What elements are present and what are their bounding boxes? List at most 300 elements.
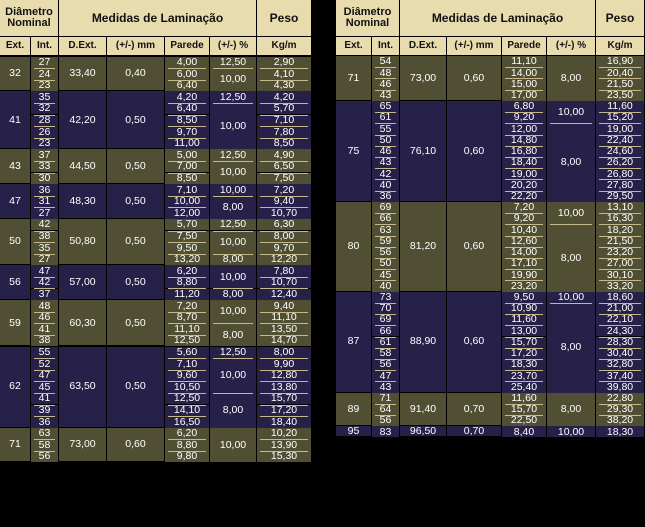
kgm-cell: 12,40 bbox=[257, 289, 311, 301]
row-divider bbox=[505, 123, 543, 124]
ext-diameter-cell: 87 bbox=[336, 292, 371, 392]
row-divider bbox=[168, 207, 206, 208]
kgm-cell: 21,00 bbox=[596, 303, 644, 314]
parede-cell: 12,00 bbox=[502, 123, 546, 134]
row-divider bbox=[505, 348, 543, 349]
ext-diameter-cell: 89 bbox=[336, 393, 371, 426]
row-divider bbox=[599, 404, 641, 405]
row-divider bbox=[213, 231, 253, 232]
parede-cell: 11,20 bbox=[165, 289, 209, 301]
kgm-cell: 9,70 bbox=[257, 242, 311, 254]
tol-mm-cell: 0,50 bbox=[107, 91, 164, 148]
parede-cell: 17,00 bbox=[502, 90, 546, 101]
row-divider bbox=[213, 288, 253, 289]
row-divider bbox=[375, 179, 396, 180]
row-divider bbox=[260, 451, 308, 452]
row-divider bbox=[34, 439, 55, 440]
parede-cell: 7,10 bbox=[165, 184, 209, 196]
kgm-cell: 26,20 bbox=[596, 157, 644, 168]
parede-cell: 7,00 bbox=[165, 161, 209, 173]
int-diameter-cell: 27 bbox=[31, 57, 58, 69]
row-divider bbox=[505, 168, 543, 169]
tol-mm-cell: 0,50 bbox=[107, 219, 164, 264]
int-diameter-cell: 56 bbox=[372, 247, 399, 258]
row-divider bbox=[599, 78, 641, 79]
row-divider bbox=[505, 404, 543, 405]
row-divider bbox=[168, 439, 206, 440]
ext-diameter-cell: 75 bbox=[336, 101, 371, 201]
kgm-cell: 7,50 bbox=[257, 173, 311, 185]
row-divider bbox=[599, 112, 641, 113]
row-divider bbox=[34, 161, 55, 162]
row-divider bbox=[213, 254, 253, 255]
kgm-cell: 10,70 bbox=[257, 207, 311, 219]
parede-cell: 16,50 bbox=[165, 416, 209, 428]
row-divider bbox=[168, 254, 206, 255]
row-divider bbox=[260, 161, 308, 162]
int-diameter-cell: 65 bbox=[372, 101, 399, 112]
kgm-cell: 17,20 bbox=[257, 405, 311, 417]
kgm-cell: 9,40 bbox=[257, 300, 311, 312]
row-divider bbox=[260, 196, 308, 197]
int-diameter-cell: 23 bbox=[31, 138, 58, 150]
tol-pct-cell: 12,50 bbox=[210, 347, 256, 359]
row-divider bbox=[34, 288, 55, 289]
row-divider bbox=[505, 112, 543, 113]
row-divider bbox=[375, 157, 396, 158]
row-divider bbox=[260, 254, 308, 255]
row-divider bbox=[375, 90, 396, 91]
row-divider bbox=[599, 325, 641, 326]
header-tol-pct: (+/-) % bbox=[547, 37, 595, 55]
row-divider bbox=[375, 303, 396, 304]
tol-pct-cell: 8,00 bbox=[210, 323, 256, 346]
int-diameter-cell: 47 bbox=[31, 370, 58, 382]
int-diameter-cell: 46 bbox=[372, 146, 399, 157]
parede-cell: 18,40 bbox=[502, 157, 546, 168]
kgm-cell: 32,80 bbox=[596, 359, 644, 370]
int-diameter-cell: 64 bbox=[372, 404, 399, 415]
int-diameter-cell: 55 bbox=[31, 347, 58, 359]
tol-mm-cell: 0,50 bbox=[107, 300, 164, 345]
row-divider bbox=[375, 146, 396, 147]
ext-diameter-cell: 50 bbox=[0, 219, 30, 264]
tol-pct-cell: 8,00 bbox=[210, 289, 256, 301]
int-diameter-cell: 40 bbox=[372, 280, 399, 291]
row-divider bbox=[213, 393, 253, 394]
int-diameter-cell: 50 bbox=[372, 135, 399, 146]
row-divider bbox=[599, 236, 641, 237]
kgm-cell: 9,40 bbox=[257, 196, 311, 208]
row-divider bbox=[213, 161, 253, 162]
tol-pct-cell: 8,00 bbox=[210, 254, 256, 266]
dext-cell: 73,00 bbox=[400, 56, 446, 100]
row-divider bbox=[34, 80, 55, 81]
ext-diameter-cell: 32 bbox=[0, 57, 30, 91]
row-divider bbox=[34, 231, 55, 232]
parede-cell: 5,70 bbox=[165, 219, 209, 231]
row-divider bbox=[505, 325, 543, 326]
parede-cell: 9,20 bbox=[502, 112, 546, 123]
parede-cell: 7,20 bbox=[502, 202, 546, 213]
int-diameter-cell: 42 bbox=[31, 277, 58, 289]
row-divider bbox=[375, 67, 396, 68]
kgm-cell: 13,90 bbox=[257, 439, 311, 451]
row-divider bbox=[599, 415, 641, 416]
row-divider bbox=[375, 123, 396, 124]
row-divider bbox=[213, 68, 253, 69]
int-diameter-cell: 42 bbox=[372, 168, 399, 179]
row-divider bbox=[599, 157, 641, 158]
row-divider bbox=[168, 68, 206, 69]
row-divider bbox=[260, 405, 308, 406]
header-tol-mm: (+/-) mm bbox=[447, 37, 501, 55]
row-divider bbox=[375, 269, 396, 270]
row-divider bbox=[34, 138, 55, 139]
int-diameter-cell: 69 bbox=[372, 314, 399, 325]
int-diameter-cell: 36 bbox=[31, 416, 58, 428]
parede-cell: 22,50 bbox=[502, 415, 546, 426]
ext-diameter-cell: 80 bbox=[336, 202, 371, 291]
row-divider bbox=[599, 258, 641, 259]
row-divider bbox=[505, 224, 543, 225]
int-diameter-cell: 56 bbox=[31, 451, 58, 463]
int-diameter-cell: 35 bbox=[31, 242, 58, 254]
row-divider bbox=[260, 335, 308, 336]
parede-cell: 8,50 bbox=[165, 173, 209, 185]
row-divider bbox=[260, 288, 308, 289]
tol-pct-cell: 10,00 bbox=[547, 292, 595, 303]
kgm-cell: 23,20 bbox=[596, 247, 644, 258]
parede-cell: 11,60 bbox=[502, 393, 546, 404]
int-diameter-cell: 36 bbox=[372, 191, 399, 202]
int-diameter-cell: 55 bbox=[372, 123, 399, 134]
row-divider bbox=[599, 224, 641, 225]
row-divider bbox=[34, 312, 55, 313]
kgm-cell: 9,90 bbox=[257, 358, 311, 370]
parede-cell: 9,50 bbox=[502, 292, 546, 303]
header-medidas-laminacao: Medidas de Laminação bbox=[59, 0, 256, 36]
parede-cell: 10,40 bbox=[502, 224, 546, 235]
row-divider bbox=[260, 393, 308, 394]
row-divider bbox=[375, 370, 396, 371]
kgm-cell: 15,30 bbox=[257, 451, 311, 463]
parede-cell: 9,60 bbox=[165, 370, 209, 382]
parede-cell: 12,00 bbox=[165, 207, 209, 219]
kgm-cell: 7,10 bbox=[257, 115, 311, 127]
kgm-cell: 20,40 bbox=[596, 67, 644, 78]
kgm-cell: 18,30 bbox=[596, 426, 644, 437]
row-divider bbox=[599, 359, 641, 360]
tol-pct-cell: 10,00 bbox=[210, 358, 256, 393]
parede-cell: 12,50 bbox=[165, 335, 209, 347]
int-diameter-cell: 36 bbox=[31, 184, 58, 196]
parede-cell: 10,90 bbox=[502, 303, 546, 314]
row-divider bbox=[375, 112, 396, 113]
row-divider bbox=[260, 312, 308, 313]
ext-diameter-cell: 95 bbox=[336, 426, 371, 436]
parede-cell: 11,10 bbox=[502, 56, 546, 67]
header-peso: Peso bbox=[257, 0, 311, 36]
int-diameter-cell: 31 bbox=[31, 196, 58, 208]
row-divider bbox=[213, 196, 253, 197]
int-diameter-cell: 39 bbox=[31, 405, 58, 417]
row-divider bbox=[505, 359, 543, 360]
parede-cell: 8,70 bbox=[165, 312, 209, 324]
tol-pct-cell: 8,00 bbox=[210, 196, 256, 219]
row-divider bbox=[260, 207, 308, 208]
row-divider bbox=[34, 393, 55, 394]
row-divider bbox=[375, 78, 396, 79]
kgm-cell: 22,40 bbox=[596, 135, 644, 146]
int-diameter-cell: 63 bbox=[372, 224, 399, 235]
parede-cell: 18,30 bbox=[502, 359, 546, 370]
row-divider bbox=[260, 323, 308, 324]
int-diameter-cell: 42 bbox=[31, 219, 58, 231]
parede-cell: 15,70 bbox=[502, 337, 546, 348]
row-divider bbox=[375, 258, 396, 259]
tol-pct-cell: 8,00 bbox=[547, 303, 595, 393]
header-tol-pct: (+/-) % bbox=[210, 37, 256, 55]
kgm-cell: 29,30 bbox=[596, 404, 644, 415]
kgm-cell: 21,50 bbox=[596, 78, 644, 89]
row-divider bbox=[168, 370, 206, 371]
ext-diameter-cell: 43 bbox=[0, 149, 30, 183]
int-diameter-cell: 56 bbox=[372, 415, 399, 426]
int-diameter-cell: 37 bbox=[31, 289, 58, 301]
int-diameter-cell: 58 bbox=[372, 348, 399, 359]
kgm-cell: 16,90 bbox=[596, 56, 644, 67]
parede-cell: 10,00 bbox=[165, 196, 209, 208]
row-divider bbox=[213, 103, 253, 104]
row-divider bbox=[505, 213, 543, 214]
kgm-cell: 2,90 bbox=[257, 57, 311, 69]
tol-pct-cell: 10,00 bbox=[210, 231, 256, 254]
header-kgm: Kg/m bbox=[596, 37, 644, 55]
kgm-cell: 12,80 bbox=[257, 370, 311, 382]
kgm-cell: 13,80 bbox=[257, 381, 311, 393]
parede-cell: 10,50 bbox=[165, 381, 209, 393]
row-divider bbox=[505, 269, 543, 270]
row-divider bbox=[599, 247, 641, 248]
dext-cell: 33,40 bbox=[59, 57, 106, 91]
row-divider bbox=[505, 314, 543, 315]
row-divider bbox=[34, 381, 55, 382]
int-diameter-cell: 52 bbox=[31, 358, 58, 370]
row-divider bbox=[34, 207, 55, 208]
parede-cell: 5,00 bbox=[165, 149, 209, 161]
kgm-cell: 6,30 bbox=[257, 219, 311, 231]
row-divider bbox=[505, 258, 543, 259]
kgm-cell: 5,70 bbox=[257, 103, 311, 115]
int-diameter-cell: 46 bbox=[372, 78, 399, 89]
kgm-cell: 10,70 bbox=[257, 277, 311, 289]
parede-cell: 13,00 bbox=[502, 325, 546, 336]
kgm-cell: 22,80 bbox=[596, 393, 644, 404]
int-diameter-cell: 43 bbox=[372, 381, 399, 392]
row-divider bbox=[505, 157, 543, 158]
int-diameter-cell: 33 bbox=[31, 161, 58, 173]
row-divider bbox=[505, 303, 543, 304]
row-divider bbox=[599, 191, 641, 192]
ext-diameter-cell: 59 bbox=[0, 300, 30, 345]
row-divider bbox=[599, 179, 641, 180]
kgm-cell: 38,20 bbox=[596, 415, 644, 426]
ext-diameter-cell: 56 bbox=[0, 265, 30, 299]
row-divider bbox=[34, 115, 55, 116]
parede-cell: 17,20 bbox=[502, 348, 546, 359]
tol-pct-cell: 8,00 bbox=[547, 123, 595, 202]
tol-pct-cell: 10,00 bbox=[210, 103, 256, 149]
kgm-cell: 11,60 bbox=[596, 101, 644, 112]
int-diameter-cell: 27 bbox=[31, 207, 58, 219]
row-divider bbox=[168, 416, 206, 417]
int-diameter-cell: 56 bbox=[372, 359, 399, 370]
kgm-cell: 26,80 bbox=[596, 168, 644, 179]
row-divider bbox=[168, 323, 206, 324]
int-diameter-cell: 54 bbox=[372, 56, 399, 67]
kgm-cell: 30,40 bbox=[596, 348, 644, 359]
row-divider bbox=[375, 247, 396, 248]
parede-cell: 20,20 bbox=[502, 179, 546, 190]
kgm-cell: 28,30 bbox=[596, 337, 644, 348]
row-divider bbox=[168, 393, 206, 394]
row-divider bbox=[213, 358, 253, 359]
dext-cell: 73,00 bbox=[59, 428, 106, 462]
row-divider bbox=[375, 348, 396, 349]
row-divider bbox=[34, 242, 55, 243]
row-divider bbox=[213, 323, 253, 324]
int-diameter-cell: 69 bbox=[372, 202, 399, 213]
header-int: Int. bbox=[372, 37, 399, 55]
row-divider bbox=[375, 337, 396, 338]
kgm-cell: 7,80 bbox=[257, 126, 311, 138]
row-divider bbox=[599, 168, 641, 169]
row-divider bbox=[505, 67, 543, 68]
tol-pct-cell: 10,00 bbox=[210, 428, 256, 463]
int-diameter-cell: 27 bbox=[31, 254, 58, 266]
parede-cell: 7,50 bbox=[165, 231, 209, 243]
dext-cell: 91,40 bbox=[400, 393, 446, 426]
tol-mm-cell: 0,50 bbox=[107, 265, 164, 299]
row-divider bbox=[505, 78, 543, 79]
row-divider bbox=[168, 138, 206, 139]
row-divider bbox=[260, 68, 308, 69]
row-divider bbox=[260, 370, 308, 371]
row-divider bbox=[34, 173, 55, 174]
row-divider bbox=[375, 415, 396, 416]
parede-cell: 12,60 bbox=[502, 236, 546, 247]
int-diameter-cell: 47 bbox=[372, 370, 399, 381]
tol-mm-cell: 0,60 bbox=[107, 428, 164, 462]
int-diameter-cell: 45 bbox=[31, 381, 58, 393]
row-divider bbox=[260, 439, 308, 440]
int-diameter-cell: 66 bbox=[372, 325, 399, 336]
kgm-cell: 13,50 bbox=[257, 323, 311, 335]
ext-diameter-cell: 47 bbox=[0, 184, 30, 218]
kgm-cell: 4,90 bbox=[257, 149, 311, 161]
parede-cell: 19,90 bbox=[502, 269, 546, 280]
kgm-cell: 21,50 bbox=[596, 236, 644, 247]
row-divider bbox=[168, 231, 206, 232]
row-divider bbox=[34, 254, 55, 255]
row-divider bbox=[260, 138, 308, 139]
parede-cell: 23,20 bbox=[502, 280, 546, 291]
parede-cell: 15,00 bbox=[502, 78, 546, 89]
row-divider bbox=[599, 123, 641, 124]
row-divider bbox=[168, 242, 206, 243]
row-divider bbox=[375, 224, 396, 225]
row-divider bbox=[375, 314, 396, 315]
int-diameter-cell: 61 bbox=[372, 337, 399, 348]
parede-cell: 5,60 bbox=[165, 347, 209, 359]
parede-cell: 9,80 bbox=[165, 451, 209, 463]
tubes-table-left bbox=[0, 0, 312, 527]
row-divider bbox=[34, 335, 55, 336]
kgm-cell: 7,80 bbox=[257, 265, 311, 277]
kgm-cell: 7,20 bbox=[257, 184, 311, 196]
tol-pct-cell: 10,00 bbox=[547, 101, 595, 123]
int-diameter-cell: 38 bbox=[31, 335, 58, 347]
dext-cell: 60,30 bbox=[59, 300, 106, 345]
header-dext: D.Ext. bbox=[400, 37, 446, 55]
kgm-cell: 29,50 bbox=[596, 191, 644, 202]
kgm-cell: 8,00 bbox=[257, 347, 311, 359]
dext-cell: 96,50 bbox=[400, 426, 446, 436]
kgm-cell: 15,70 bbox=[257, 393, 311, 405]
row-divider bbox=[550, 303, 592, 304]
parede-cell: 14,80 bbox=[502, 135, 546, 146]
parede-cell: 4,00 bbox=[165, 57, 209, 69]
row-divider bbox=[168, 196, 206, 197]
row-divider bbox=[375, 213, 396, 214]
parede-cell: 8,80 bbox=[165, 277, 209, 289]
row-divider bbox=[599, 213, 641, 214]
row-divider bbox=[260, 277, 308, 278]
header-peso: Peso bbox=[596, 0, 644, 36]
kgm-cell: 10,20 bbox=[257, 428, 311, 440]
header-diametro-nominal: Diâmetro Nominal bbox=[336, 0, 399, 36]
dext-cell: 48,30 bbox=[59, 184, 106, 218]
parede-cell: 12,50 bbox=[165, 393, 209, 405]
row-divider bbox=[505, 179, 543, 180]
dext-cell: 57,00 bbox=[59, 265, 106, 299]
row-divider bbox=[375, 381, 396, 382]
kgm-cell: 16,30 bbox=[596, 213, 644, 224]
header-ext: Ext. bbox=[336, 37, 371, 55]
row-divider bbox=[505, 280, 543, 281]
int-diameter-cell: 40 bbox=[372, 179, 399, 190]
tol-pct-cell: 12,50 bbox=[210, 91, 256, 103]
header-medidas-laminacao: Medidas de Laminação bbox=[400, 0, 595, 36]
dext-cell: 76,10 bbox=[400, 101, 446, 201]
int-diameter-cell: 30 bbox=[31, 173, 58, 185]
parede-cell: 4,20 bbox=[165, 91, 209, 103]
row-divider bbox=[168, 381, 206, 382]
parede-cell: 14,10 bbox=[165, 405, 209, 417]
row-divider bbox=[599, 381, 641, 382]
parede-cell: 15,70 bbox=[502, 404, 546, 415]
tol-pct-cell: 12,50 bbox=[210, 57, 256, 69]
parede-cell: 9,20 bbox=[502, 213, 546, 224]
parede-cell: 16,80 bbox=[502, 146, 546, 157]
header-parede: Parede bbox=[165, 37, 209, 55]
header-kgm: Kg/m bbox=[257, 37, 311, 55]
row-divider bbox=[599, 90, 641, 91]
row-divider bbox=[168, 312, 206, 313]
row-divider bbox=[260, 115, 308, 116]
int-diameter-cell: 48 bbox=[372, 67, 399, 78]
